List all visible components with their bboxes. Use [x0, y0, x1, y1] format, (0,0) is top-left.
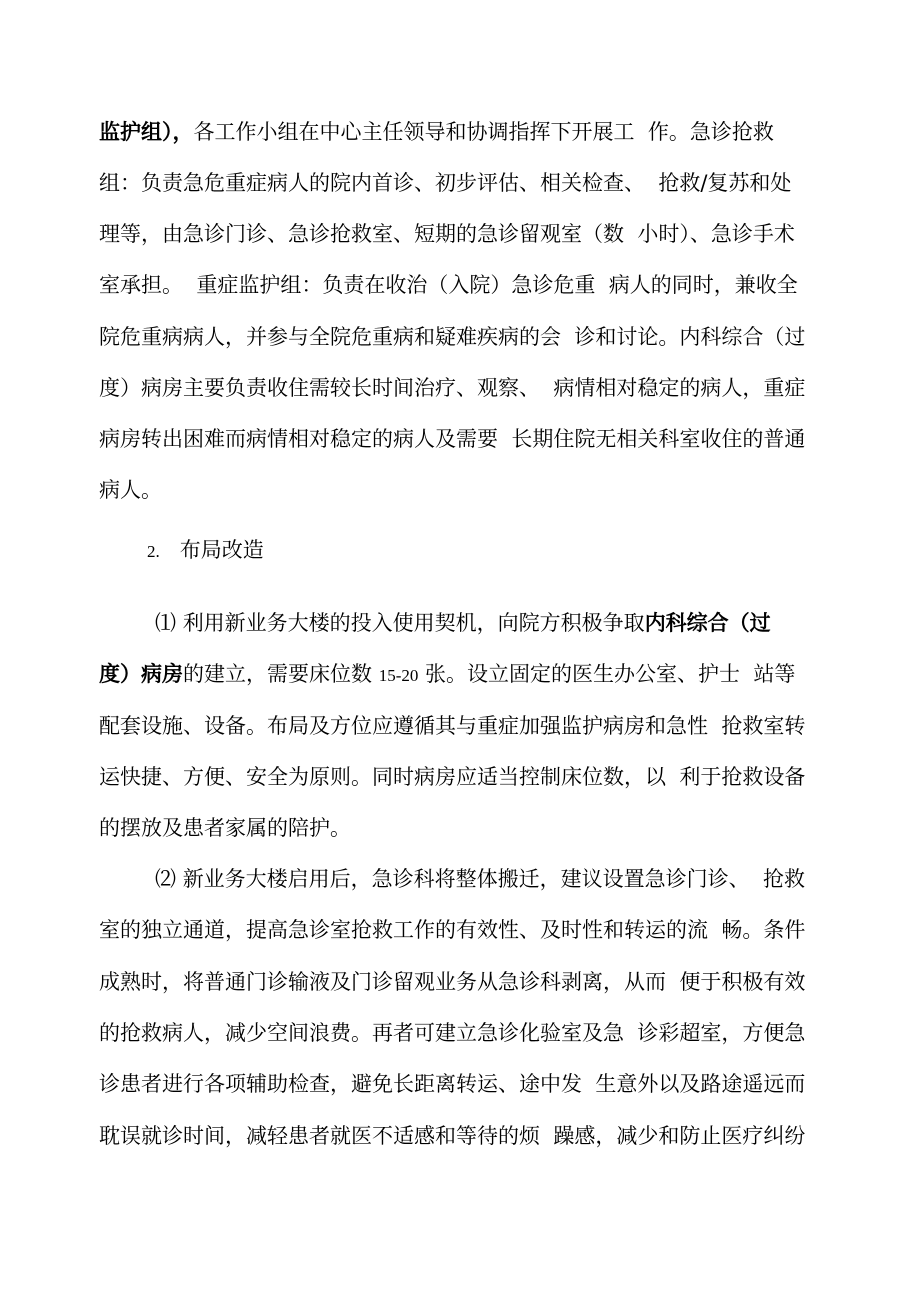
item-marker: ⑵ [155, 867, 176, 891]
item-2-line-3: 成熟时，将普通门诊输液及门诊留观业务从急诊科剥离，从而 便于积极有效 [99, 970, 806, 994]
section-title: 布局改造 [179, 538, 264, 562]
text-run: 新业务大楼启用后，急诊科将整体搬迁，建议设置急诊门诊、 抢救 [182, 867, 806, 891]
paragraph-1-line-8: 病人。 [99, 478, 162, 502]
bold-phrase: 监护组）， [99, 120, 194, 144]
bold-phrase: 内科综合（过 [644, 611, 771, 635]
paragraph-1-line-7: 病房转出困难而病情相对稳定的病人及需要 长期住院无相关科室收住的普通 [99, 427, 806, 451]
paragraph-1-line-3: 理等，由急诊门诊、急诊抢救室、短期的急诊留观室（数 小时）、急诊手术 [99, 222, 795, 246]
item-1-line-3: 配套设施、设备。布局及方位应遵循其与重症加强监护病房和急性 抢救室转 [99, 714, 806, 738]
item-1-line-5: 的摆放及患者家属的陪护。 [99, 816, 351, 840]
bold-phrase: 度）病房 [99, 662, 183, 686]
item-2-line-1 [155, 864, 805, 894]
paragraph-1-line-1 [99, 117, 774, 147]
item-1-line-1 [155, 608, 771, 638]
item-1-line-2 [99, 659, 795, 689]
item-1-line-4: 运快捷、方便、安全为原则。同时病房应适当控制床位数，以 利于抢救设备 [99, 765, 806, 789]
paragraph-1-line-4: 室承担。 重症监护组：负责在收治（入院）急诊危重 病人的同时，兼收全 [99, 273, 798, 297]
item-marker: ⑴ [155, 611, 176, 635]
paragraph-1-line-5: 院危重病病人，并参与全院危重病和疑难疾病的会 诊和讨论。内科综合（过 [99, 325, 806, 349]
item-2-line-2: 室的独立通道，提高急诊室抢救工作的有效性、及时性和转运的流 畅。条件 [99, 918, 806, 942]
section-heading [147, 535, 264, 565]
text-run: 各工作小组在中心主任领导和协调指挥下开展工 作。急诊抢救 [193, 120, 774, 144]
item-2-line-5: 诊患者进行各项辅助检查，避免长距离转运、途中发 生意外以及路途遥远而 [99, 1072, 806, 1096]
paragraph-1-line-2: 组：负责急危重症病人的院内首诊、初步评估、相关检查、 抢救/复苏和处 [99, 171, 792, 195]
bed-count: 15-20 [378, 666, 419, 685]
text-run: 的建立，需要床位数 [183, 662, 379, 686]
text-run: 张。设立固定的医生办公室、护士 站等 [418, 662, 796, 686]
section-number: 2. [147, 542, 160, 561]
item-2-line-4: 的抢救病人，减少空间浪费。再者可建立急诊化验室及急 诊彩超室，方便急 [99, 1021, 806, 1045]
paragraph-1-line-6: 度）病房主要负责收住需较长时间治疗、观察、 病情相对稳定的病人，重症 [99, 376, 806, 400]
item-2-line-6: 耽误就诊时间，减轻患者就医不适感和等待的烦 躁感，减少和防止医疗纠纷 [99, 1124, 806, 1148]
text-run: 利用新业务大楼的投入使用契机，向院方积极争取 [182, 611, 645, 635]
